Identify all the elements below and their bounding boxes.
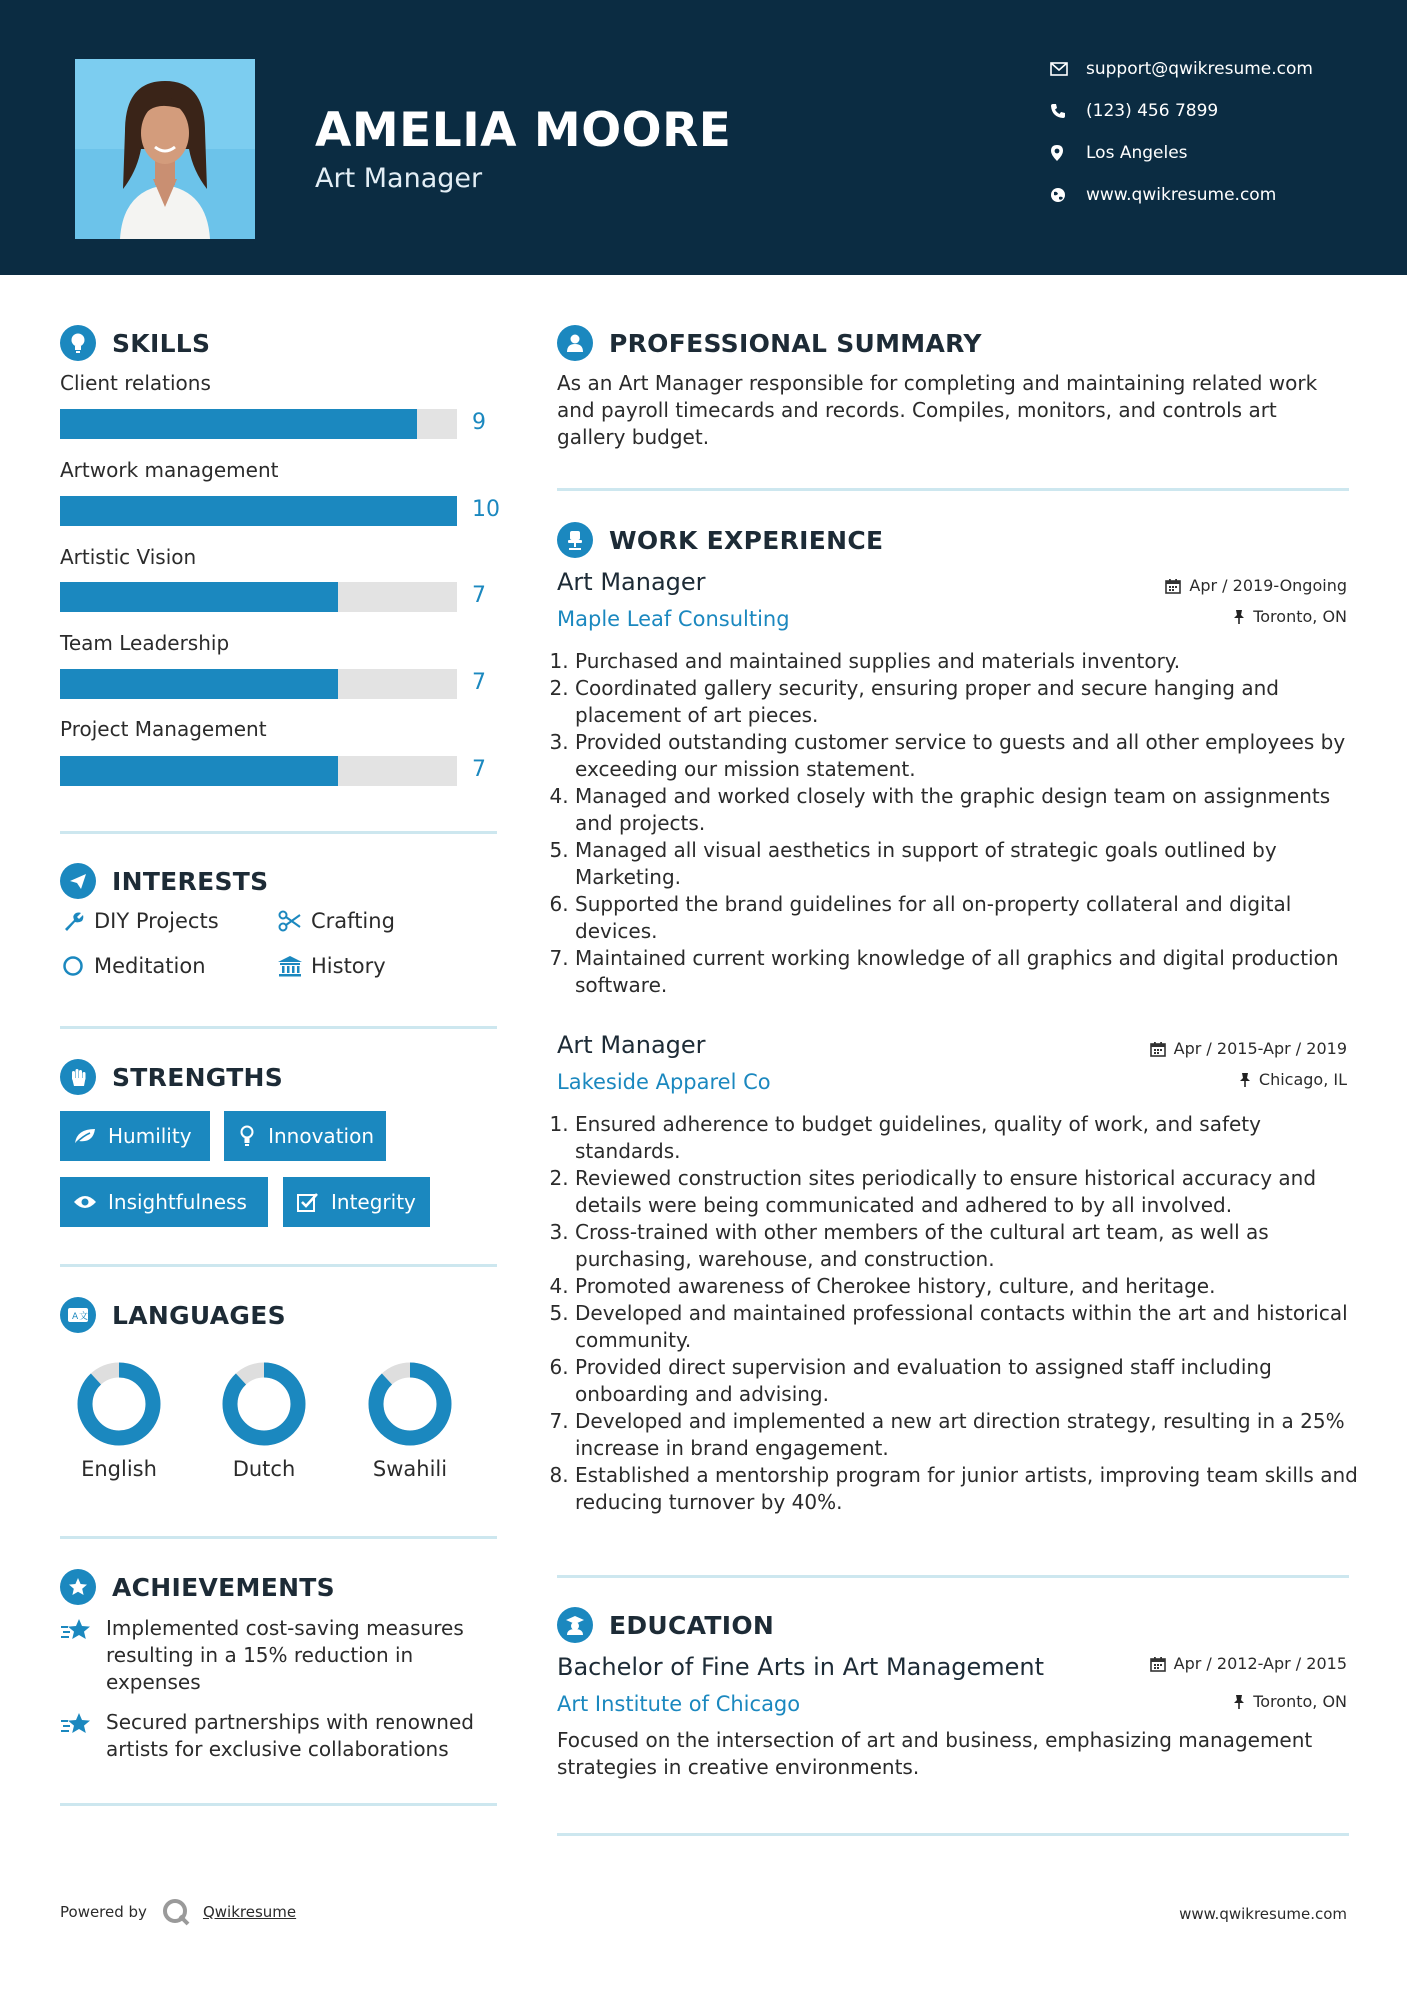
svg-text:A: A xyxy=(72,1312,79,1322)
list-item: 4. Promoted awareness of Cherokee history, culture, and heritage. xyxy=(575,1273,1367,1300)
envelope-icon xyxy=(1050,59,1080,79)
skill-bar-fill xyxy=(60,496,457,526)
job-location xyxy=(1233,607,1347,626)
interest-label: Meditation xyxy=(94,954,206,978)
star-badge-icon xyxy=(60,1569,96,1605)
contact-location-text: Los Angeles xyxy=(1086,143,1188,163)
strengths-title: STRENGTHS xyxy=(112,1062,284,1092)
language-ring-fill xyxy=(230,1370,298,1438)
degree-title: Bachelor of Fine Arts in Art Management xyxy=(557,1653,1045,1681)
achievement-text: Implemented cost-saving measures resulting in a 15% reduction in expenses xyxy=(106,1616,464,1694)
skill-label: Client relations xyxy=(60,371,211,395)
job-location-text: Toronto, ON xyxy=(1253,607,1347,626)
section-divider xyxy=(60,831,497,834)
footer-url[interactable]: www.qwikresume.com xyxy=(1179,1905,1347,1923)
experience-title: WORK EXPERIENCE xyxy=(609,525,884,555)
language-label: Swahili xyxy=(372,1457,448,1481)
profile-photo xyxy=(75,59,255,239)
skill-bar-fill xyxy=(60,756,338,786)
experience-heading xyxy=(557,522,883,558)
job-location-text: Chicago, IL xyxy=(1258,1070,1347,1089)
list-item: 5. Developed and maintained professional contacts within the art and historical community. xyxy=(575,1300,1367,1354)
section-divider xyxy=(60,1536,497,1539)
skill-bar xyxy=(60,409,457,439)
contact-email-text: support@qwikresume.com xyxy=(1086,59,1313,79)
list-item: 2. Reviewed construction sites periodically to ensure historical accuracy and details were being communicated and adhered to by all involved. xyxy=(575,1165,1367,1219)
calendar-icon xyxy=(1165,578,1181,594)
skill-label: Artwork management xyxy=(60,458,279,482)
candidate-name: AMELIA MOORE xyxy=(315,103,732,158)
skill-bar xyxy=(60,496,457,526)
summary-title: PROFESSIONAL SUMMARY xyxy=(609,328,982,358)
school-name: Art Institute of Chicago xyxy=(557,1692,801,1716)
languages-heading xyxy=(60,1297,286,1333)
section-divider xyxy=(60,1803,497,1806)
star-icon xyxy=(60,1617,94,1696)
strength-label: Humility xyxy=(108,1124,192,1148)
footer-powered-by xyxy=(60,1897,296,1927)
skill-label: Team Leadership xyxy=(60,631,230,655)
hand-icon xyxy=(60,1059,96,1095)
list-item: 1. Purchased and maintained supplies and materials inventory. xyxy=(575,648,1367,675)
interest-item xyxy=(60,953,206,979)
interest-item xyxy=(277,953,386,979)
achievements-heading xyxy=(60,1569,335,1605)
skills-heading xyxy=(60,325,210,361)
job-dates xyxy=(1150,1039,1347,1058)
achievement-item xyxy=(60,1615,500,1696)
list-item: 1. Ensured adherence to budget guidelines, quality of work, and safety standards. xyxy=(575,1111,1367,1165)
achievements-title: ACHIEVEMENTS xyxy=(112,1572,335,1602)
skill-bar-fill xyxy=(60,582,338,612)
section-divider xyxy=(557,1833,1349,1836)
education-location xyxy=(1233,1692,1347,1711)
circle-icon xyxy=(60,953,86,979)
language-ring-fill xyxy=(376,1370,444,1438)
leaf-icon xyxy=(72,1123,98,1149)
interest-item xyxy=(60,908,219,934)
strength-label: Innovation xyxy=(268,1124,374,1148)
skill-bar-fill xyxy=(60,669,338,699)
strengths-heading xyxy=(60,1059,283,1095)
scissors-icon xyxy=(277,908,303,934)
interest-label: Crafting xyxy=(311,909,395,933)
wrench-icon xyxy=(60,908,86,934)
strength-label: Integrity xyxy=(331,1190,416,1214)
qwikresume-logo-icon xyxy=(161,1897,191,1927)
skill-value: 7 xyxy=(472,757,486,782)
graduate-icon xyxy=(557,1607,593,1643)
language-item xyxy=(209,1359,319,1481)
calendar-icon xyxy=(1150,1656,1166,1672)
job-duties xyxy=(557,1111,1367,1516)
list-item: 3. Provided outstanding customer service to guests and all other employees by exceeding our mission statement. xyxy=(575,729,1367,783)
job-title: Art Manager xyxy=(557,1031,706,1059)
skill-value: 10 xyxy=(472,497,500,522)
office-chair-icon xyxy=(557,522,593,558)
strength-badge xyxy=(224,1111,386,1161)
section-divider xyxy=(557,488,1349,491)
pushpin-icon xyxy=(1233,1694,1245,1710)
education-location-text: Toronto, ON xyxy=(1253,1692,1347,1711)
interests-heading xyxy=(60,863,268,899)
education-heading xyxy=(557,1607,774,1643)
education-dates xyxy=(1150,1654,1347,1673)
qwikresume-link[interactable]: Qwikresume xyxy=(202,1903,297,1921)
skill-value: 7 xyxy=(472,583,486,608)
languages-title: LANGUAGES xyxy=(112,1300,286,1330)
skill-bar xyxy=(60,756,457,786)
achievement-item xyxy=(60,1709,500,1763)
list-item: 6. Supported the brand guidelines for all on-property collateral and digital devices. xyxy=(575,891,1367,945)
strength-badge xyxy=(60,1111,210,1161)
achievement-text: Secured partnerships with renowned artists for exclusive collaborations xyxy=(106,1710,474,1761)
interest-item xyxy=(277,908,395,934)
job-company: Maple Leaf Consulting xyxy=(557,607,790,631)
phone-icon xyxy=(1050,101,1080,121)
calendar-icon xyxy=(1150,1041,1166,1057)
star-icon xyxy=(60,1711,94,1763)
header-banner xyxy=(0,0,1407,275)
section-divider xyxy=(60,1264,497,1267)
user-icon xyxy=(557,325,593,361)
contact-website-text: www.qwikresume.com xyxy=(1086,185,1277,205)
skill-label: Artistic Vision xyxy=(60,545,197,569)
paper-plane-icon xyxy=(60,863,96,899)
pushpin-icon xyxy=(1239,1072,1251,1088)
job-dates-text: Apr / 2015-Apr / 2019 xyxy=(1173,1039,1347,1058)
interests-title: INTERESTS xyxy=(112,866,269,896)
list-item: 2. Coordinated gallery security, ensuring proper and secure hanging and placement of art pieces. xyxy=(575,675,1367,729)
skill-bar xyxy=(60,669,457,699)
skills-title: SKILLS xyxy=(112,328,211,358)
skill-value: 9 xyxy=(472,410,486,435)
pushpin-icon xyxy=(1233,609,1245,625)
list-item: 8. Established a mentorship program for junior artists, improving team skills and reducing turnover by 40%. xyxy=(575,1462,1367,1516)
skill-label: Project Management xyxy=(60,717,267,741)
summary-heading xyxy=(557,325,982,361)
contact-email[interactable] xyxy=(1050,54,1380,84)
lightbulb-icon xyxy=(236,1123,258,1149)
education-dates-text: Apr / 2012-Apr / 2015 xyxy=(1173,1654,1347,1673)
job-company: Lakeside Apparel Co xyxy=(557,1070,771,1094)
powered-by-label: Powered by xyxy=(60,1903,147,1921)
contact-location xyxy=(1050,138,1380,168)
skill-bar xyxy=(60,582,457,612)
education-description: Focused on the intersection of art and business, emphasizing management strategies in creative environments. xyxy=(557,1728,1313,1779)
list-item: 3. Cross-trained with other members of the cultural art team, as well as purchasing, warehouse, and construction. xyxy=(575,1219,1367,1273)
strength-badge xyxy=(283,1177,430,1227)
contact-phone-text: (123) 456 7899 xyxy=(1086,101,1219,121)
language-icon xyxy=(60,1297,96,1333)
check-square-icon xyxy=(295,1189,321,1215)
list-item: 7. Maintained current working knowledge of all graphics and digital production software. xyxy=(575,945,1367,999)
interest-label: History xyxy=(311,954,386,978)
language-ring-fill xyxy=(85,1370,153,1438)
section-divider xyxy=(557,1575,1349,1578)
map-pin-icon xyxy=(1050,143,1080,163)
summary-text: As an Art Manager responsible for completing and maintaining related work and payroll timecards and records. Compiles, monitors, and controls art gallery budget. xyxy=(557,371,1318,449)
skill-value: 7 xyxy=(472,670,486,695)
candidate-role: Art Manager xyxy=(315,163,483,194)
list-item: 6. Provided direct supervision and evaluation to assigned staff including onboarding and advising. xyxy=(575,1354,1367,1408)
interest-label: DIY Projects xyxy=(94,909,219,933)
list-item: 7. Developed and implemented a new art direction strategy, resulting in a 25% increase in brand engagement. xyxy=(575,1408,1367,1462)
job-duties xyxy=(557,648,1367,999)
job-title: Art Manager xyxy=(557,568,706,596)
svg-text:文: 文 xyxy=(79,1312,89,1322)
strength-label: Insightfulness xyxy=(108,1190,247,1214)
skill-bar-fill xyxy=(60,409,417,439)
language-item xyxy=(355,1359,465,1481)
education-title: EDUCATION xyxy=(609,1610,775,1640)
contact-website[interactable] xyxy=(1050,180,1380,210)
lightbulb-icon xyxy=(60,325,96,361)
language-item xyxy=(64,1359,174,1481)
strength-badge xyxy=(60,1177,268,1227)
job-dates xyxy=(1165,576,1347,595)
list-item: 4. Managed and worked closely with the graphic design team on assignments and projects. xyxy=(575,783,1367,837)
museum-icon xyxy=(277,953,303,979)
job-dates-text: Apr / 2019-Ongoing xyxy=(1189,576,1347,595)
contact-phone[interactable] xyxy=(1050,96,1380,126)
job-location xyxy=(1239,1070,1347,1089)
section-divider xyxy=(60,1026,497,1029)
globe-icon xyxy=(1050,185,1080,205)
eye-icon xyxy=(72,1189,98,1215)
language-label: Dutch xyxy=(232,1457,296,1481)
language-label: English xyxy=(81,1457,157,1481)
list-item: 5. Managed all visual aesthetics in support of strategic goals outlined by Marketing. xyxy=(575,837,1367,891)
